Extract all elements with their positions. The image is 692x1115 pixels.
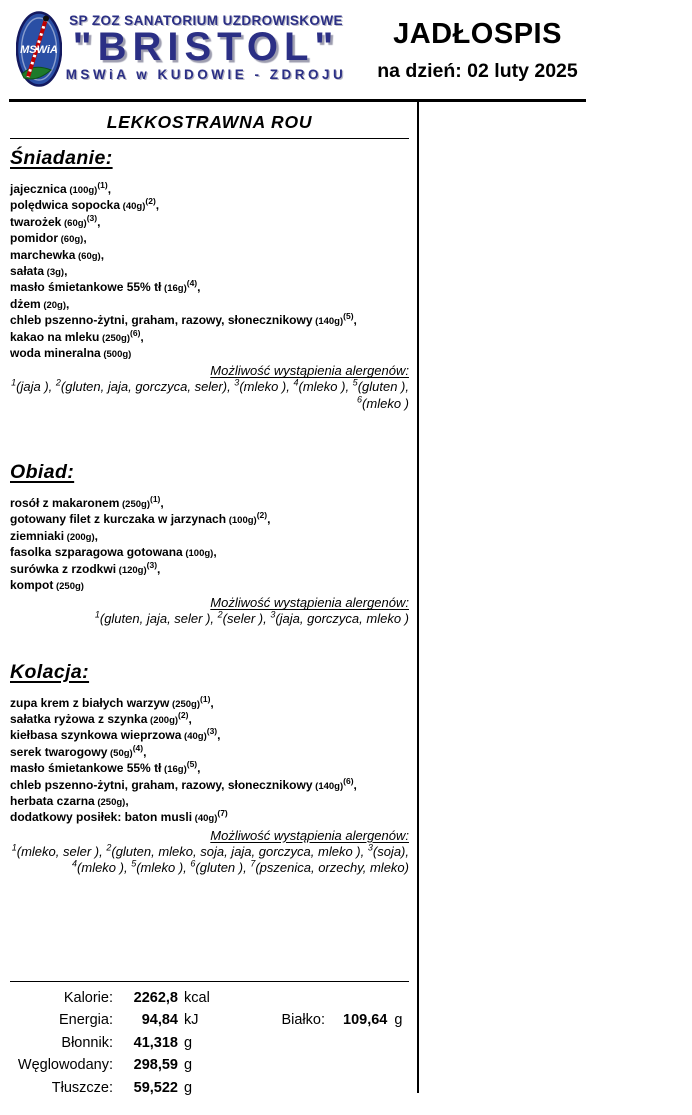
allergen-list-text: (mleko ), <box>239 379 294 395</box>
organization-block <box>63 13 349 82</box>
menu-item-separator: , <box>97 214 101 229</box>
meal-heading: Śniadanie: <box>10 147 113 169</box>
nutrition-summary <box>10 981 409 1099</box>
menu-item-separator: , <box>64 264 68 279</box>
menu-item-separator: , <box>188 711 192 726</box>
nutrition-label: Kalorie: <box>63 990 113 1006</box>
allergen-heading: Możliwość wystąpienia alergenów: <box>210 827 409 843</box>
menu-item-name: dodatkowy posiłek: baton musli <box>10 810 193 825</box>
allergen-list-text: (gluten ), <box>357 379 409 395</box>
diet-title: LEKKOSTRAWNA ROU <box>106 112 313 132</box>
allergen-list-text: (gluten, jaja, seler ), <box>99 611 218 627</box>
menu-item-name: jajecznica <box>10 182 67 196</box>
allergen-number: 2 <box>106 842 112 853</box>
menu-item-separator: , <box>217 728 221 743</box>
allergen-number: 3 <box>367 842 373 853</box>
nutrition-label: Węglowodany: <box>17 1057 113 1074</box>
meal-heading: Obiad: <box>10 460 75 483</box>
menu-item <box>10 182 409 198</box>
meal-section <box>10 661 409 877</box>
menu-item-separator: , <box>267 512 271 527</box>
menu-item-portion: (250g) <box>99 332 131 344</box>
menu-item-portion: (140g) <box>312 316 344 328</box>
menu-item-name: surówka z rzodkwi <box>10 561 117 576</box>
menu-item-separator: , <box>107 182 112 196</box>
allergen-reference: (1) <box>150 493 161 504</box>
menu-item-portion: (100g) <box>226 515 257 527</box>
organization-location-line: MSWiA w KUDOWIE - ZDROJU <box>65 67 347 82</box>
nutrition-row <box>10 1032 409 1054</box>
menu-item-portion: (60g) <box>61 217 87 229</box>
allergen-list-text: (mleko ), <box>136 859 191 875</box>
allergen-number: 2 <box>217 609 223 620</box>
menu-item <box>10 545 409 561</box>
nutrition-unit: g <box>394 1012 403 1029</box>
menu-item-name: chleb pszenno-żytni, graham, razowy, słonecznikowy <box>10 777 313 792</box>
meal-section <box>10 147 409 412</box>
menu-item-name: woda mineralna <box>10 346 101 361</box>
menu-item <box>10 742 409 761</box>
menu-item <box>10 212 409 231</box>
meal-item-list <box>10 693 409 827</box>
allergen-list-text: (mleko ), <box>77 859 132 875</box>
menu-item <box>10 728 409 744</box>
nutrition-value: 298,59 <box>133 1057 178 1074</box>
menu-item-separator: , <box>353 313 357 328</box>
menu-item-name: serek twarogowy <box>10 744 108 759</box>
menu-item-name: masło śmietankowe 55% tł <box>10 761 162 776</box>
menu-item-name: masło śmietankowe 55% tł <box>10 280 162 295</box>
menu-item-portion: (100g) <box>66 185 98 196</box>
menu-item-separator: , <box>94 528 98 543</box>
menu-item-portion: (40g) <box>181 731 207 743</box>
allergen-reference: (4) <box>132 742 144 753</box>
menu-item-name: fasolka szparagowa gotowana <box>10 545 183 560</box>
menu-item-portion: (60g) <box>58 234 84 246</box>
nutrition-unit: g <box>184 1079 193 1096</box>
menu-item-portion: (16g) <box>161 764 187 776</box>
allergen-reference: (6) <box>343 775 354 786</box>
menu-item-portion: (200g) <box>64 531 95 543</box>
menu-item-name: ziemniaki <box>10 528 65 543</box>
allergen-number: 7 <box>250 858 256 869</box>
menu-item-portion: (120g) <box>116 564 147 576</box>
allergen-reference: (7) <box>217 808 228 819</box>
menu-item-portion: (40g) <box>192 813 218 825</box>
menu-item <box>10 327 409 346</box>
nutrition-value: 41,318 <box>133 1034 178 1051</box>
menu-item-separator: , <box>100 247 105 262</box>
allergen-list-text: (gluten, mleko, soja, jaja, gorczyca, mleko ), <box>111 843 368 859</box>
nutrition-divider-line <box>10 981 409 982</box>
allergen-number: 5 <box>131 858 137 869</box>
nutrition-unit: kJ <box>184 1012 199 1029</box>
menu-sections <box>10 147 409 876</box>
menu-item-separator: , <box>213 545 217 560</box>
menu-item <box>10 578 409 594</box>
allergen-reference: (4) <box>186 278 198 289</box>
menu-item-name: zupa krem z białych warzyw <box>10 695 170 710</box>
menu-item-portion: (40g) <box>120 201 146 213</box>
allergen-line <box>10 860 409 876</box>
allergen-block <box>10 828 409 876</box>
allergen-list-text: (mleko ) <box>362 395 409 411</box>
allergen-line <box>10 611 409 627</box>
nutrition-rows <box>10 987 409 1099</box>
allergen-number: 3 <box>270 609 276 620</box>
allergen-list-text: (soja), <box>372 843 409 859</box>
allergen-reference: (1) <box>200 693 211 704</box>
menu-item-separator: , <box>83 231 87 246</box>
menu-item-name: chleb pszenno-żytni, graham, razowy, słonecznikowy <box>10 313 313 328</box>
sanatorium-logo <box>16 11 62 92</box>
menu-item-separator: , <box>125 793 129 808</box>
menu-item <box>10 493 409 512</box>
menu-item-separator: , <box>197 761 201 776</box>
menu-item-portion: (500g) <box>100 349 132 361</box>
menu-item-separator: , <box>157 561 161 576</box>
logo-label: MSWiA <box>20 44 58 56</box>
menu-item-name: dżem <box>10 296 41 311</box>
allergen-reference: (6) <box>130 327 141 338</box>
menu-item-name: twarożek <box>10 214 62 229</box>
menu-item-portion: (3g) <box>44 267 65 279</box>
menu-item <box>10 313 409 329</box>
allergen-heading: Możliwość wystąpienia alergenów: <box>210 363 409 379</box>
allergen-list-text: (pszenica, orzechy, mleko) <box>255 859 409 875</box>
allergen-reference: (2) <box>256 510 268 521</box>
menu-column <box>10 102 409 876</box>
menu-item-portion: (140g) <box>312 780 344 792</box>
allergen-list-text: (jaja, gorczyca, mleko ) <box>275 611 409 627</box>
allergen-reference: (3) <box>206 726 218 737</box>
allergen-list-text: (gluten, jaja, gorczyca, seler), <box>60 379 235 395</box>
allergen-number: 1 <box>11 842 17 853</box>
nutrition-value: 2262,8 <box>133 990 178 1006</box>
menu-item-name: kompot <box>10 577 54 592</box>
allergen-number: 1 <box>94 609 100 620</box>
nutrition-value: 109,64 <box>343 1012 388 1029</box>
menu-item <box>10 198 409 214</box>
menu-item-portion: (16g) <box>161 283 187 295</box>
meal-heading: Kolacja: <box>10 660 90 683</box>
nutrition-unit: g <box>184 1034 193 1051</box>
nutrition-value: 94,84 <box>141 1012 178 1029</box>
menu-item-separator: , <box>143 744 147 759</box>
menu-item-portion: (50g) <box>107 747 133 759</box>
menu-item <box>10 248 409 264</box>
nutrition-unit: kcal <box>184 990 210 1006</box>
allergen-reference: (5) <box>343 311 354 322</box>
menu-item-separator: , <box>66 296 70 311</box>
allergen-number: 5 <box>352 378 358 389</box>
column-divider-line <box>417 102 419 1093</box>
menu-item-portion: (200g) <box>147 714 179 726</box>
allergen-block <box>10 363 409 411</box>
allergen-block <box>10 595 409 627</box>
menu-item-name: pomidor <box>10 231 58 246</box>
menu-item-name: kakao na mleku <box>10 329 100 344</box>
menu-item-separator: , <box>197 280 201 295</box>
menu-item <box>10 775 409 794</box>
menu-item-portion: (250g) <box>94 796 126 808</box>
menu-item <box>10 693 409 712</box>
menu-item-portion: (60g) <box>75 250 101 262</box>
nutrition-label: Tłuszcze: <box>51 1079 113 1096</box>
menu-item-name: marchewka <box>10 247 76 262</box>
allergen-list-text: (jaja ), <box>16 379 56 395</box>
nutrition-row <box>10 987 409 1009</box>
nutrition-value: 59,522 <box>133 1079 178 1096</box>
mswia-badge-icon <box>16 11 62 87</box>
allergen-reference: (3) <box>146 559 158 570</box>
nutrition-label: Błonnik: <box>61 1034 113 1051</box>
menu-item-separator: , <box>353 777 357 792</box>
menu-item-name: polędwica sopocka <box>10 198 121 213</box>
menu-item-separator: , <box>140 329 144 344</box>
menu-item-portion: (250g) <box>53 580 84 592</box>
menu-item <box>10 512 409 528</box>
menu-item-portion: (250g) <box>119 498 150 510</box>
menu-item-separator: , <box>160 495 164 510</box>
allergen-number: 6 <box>357 394 363 405</box>
allergen-reference: (2) <box>178 709 189 720</box>
meal-section <box>10 461 409 628</box>
organization-brand-name: "BRISTOL" <box>72 25 340 69</box>
menu-item <box>10 346 409 362</box>
allergen-number: 3 <box>234 378 240 389</box>
document-title-block <box>375 18 580 83</box>
menu-item <box>10 794 409 810</box>
allergen-reference: (5) <box>186 759 198 770</box>
menu-item-name: sałatka ryżowa z szynka <box>10 711 148 726</box>
organization-name-line: SP ZOZ SANATORIUM UZDROWISKOWE <box>69 13 343 28</box>
allergen-line <box>10 396 409 412</box>
nutrition-label: Białko: <box>281 1012 325 1029</box>
document-header <box>0 0 692 99</box>
menu-item-name: kiełbasa szynkowa wieprzowa <box>10 728 182 743</box>
allergen-list-text: (mleko ), <box>298 379 353 395</box>
diet-title-divider <box>10 138 409 139</box>
menu-item-separator: , <box>155 198 160 213</box>
menu-item-name: rosół z makaronem <box>10 495 120 510</box>
menu-item-portion: (20g) <box>40 299 67 311</box>
menu-item <box>10 264 409 280</box>
nutrition-extra-group <box>273 1009 402 1031</box>
allergen-number: 4 <box>293 378 299 389</box>
document-title: JADŁOSPIS <box>393 18 562 50</box>
allergen-reference: (2) <box>145 196 156 207</box>
meal-item-list <box>10 182 409 362</box>
allergen-line <box>10 379 409 395</box>
allergen-number: 2 <box>55 378 61 389</box>
nutrition-row <box>10 1077 409 1099</box>
allergen-number: 4 <box>72 858 78 869</box>
menu-item-separator: , <box>210 695 214 710</box>
menu-item <box>10 231 409 247</box>
nutrition-row <box>10 1054 409 1076</box>
menu-item <box>10 280 409 296</box>
allergen-number: 6 <box>190 858 196 869</box>
allergen-list-text: (seler ), <box>222 611 271 627</box>
nutrition-row <box>10 1009 409 1031</box>
allergen-list-text: (mleko, seler ), <box>16 843 107 859</box>
allergen-line <box>10 844 409 860</box>
meal-item-list <box>10 493 409 594</box>
document-date: na dzień: 02 luty 2025 <box>377 60 578 82</box>
menu-item <box>10 559 409 578</box>
allergen-list-text: (gluten ), <box>195 859 251 875</box>
menu-item-name: gotowany filet z kurczaka w jarzynach <box>10 512 227 527</box>
nutrition-unit: g <box>184 1057 193 1074</box>
menu-item-portion: (250g) <box>169 698 201 710</box>
allergen-reference: (3) <box>86 212 98 223</box>
menu-item-name: herbata czarna <box>10 793 95 808</box>
nutrition-label: Energia: <box>58 1012 113 1029</box>
allergen-heading: Możliwość wystąpienia alergenów: <box>210 595 409 611</box>
menu-item-portion: (100g) <box>182 548 214 560</box>
menu-item <box>10 529 409 545</box>
allergen-reference: (1) <box>97 180 108 190</box>
menu-item-name: sałata <box>10 264 45 279</box>
allergen-number: 1 <box>11 378 17 389</box>
menu-item <box>10 810 409 826</box>
